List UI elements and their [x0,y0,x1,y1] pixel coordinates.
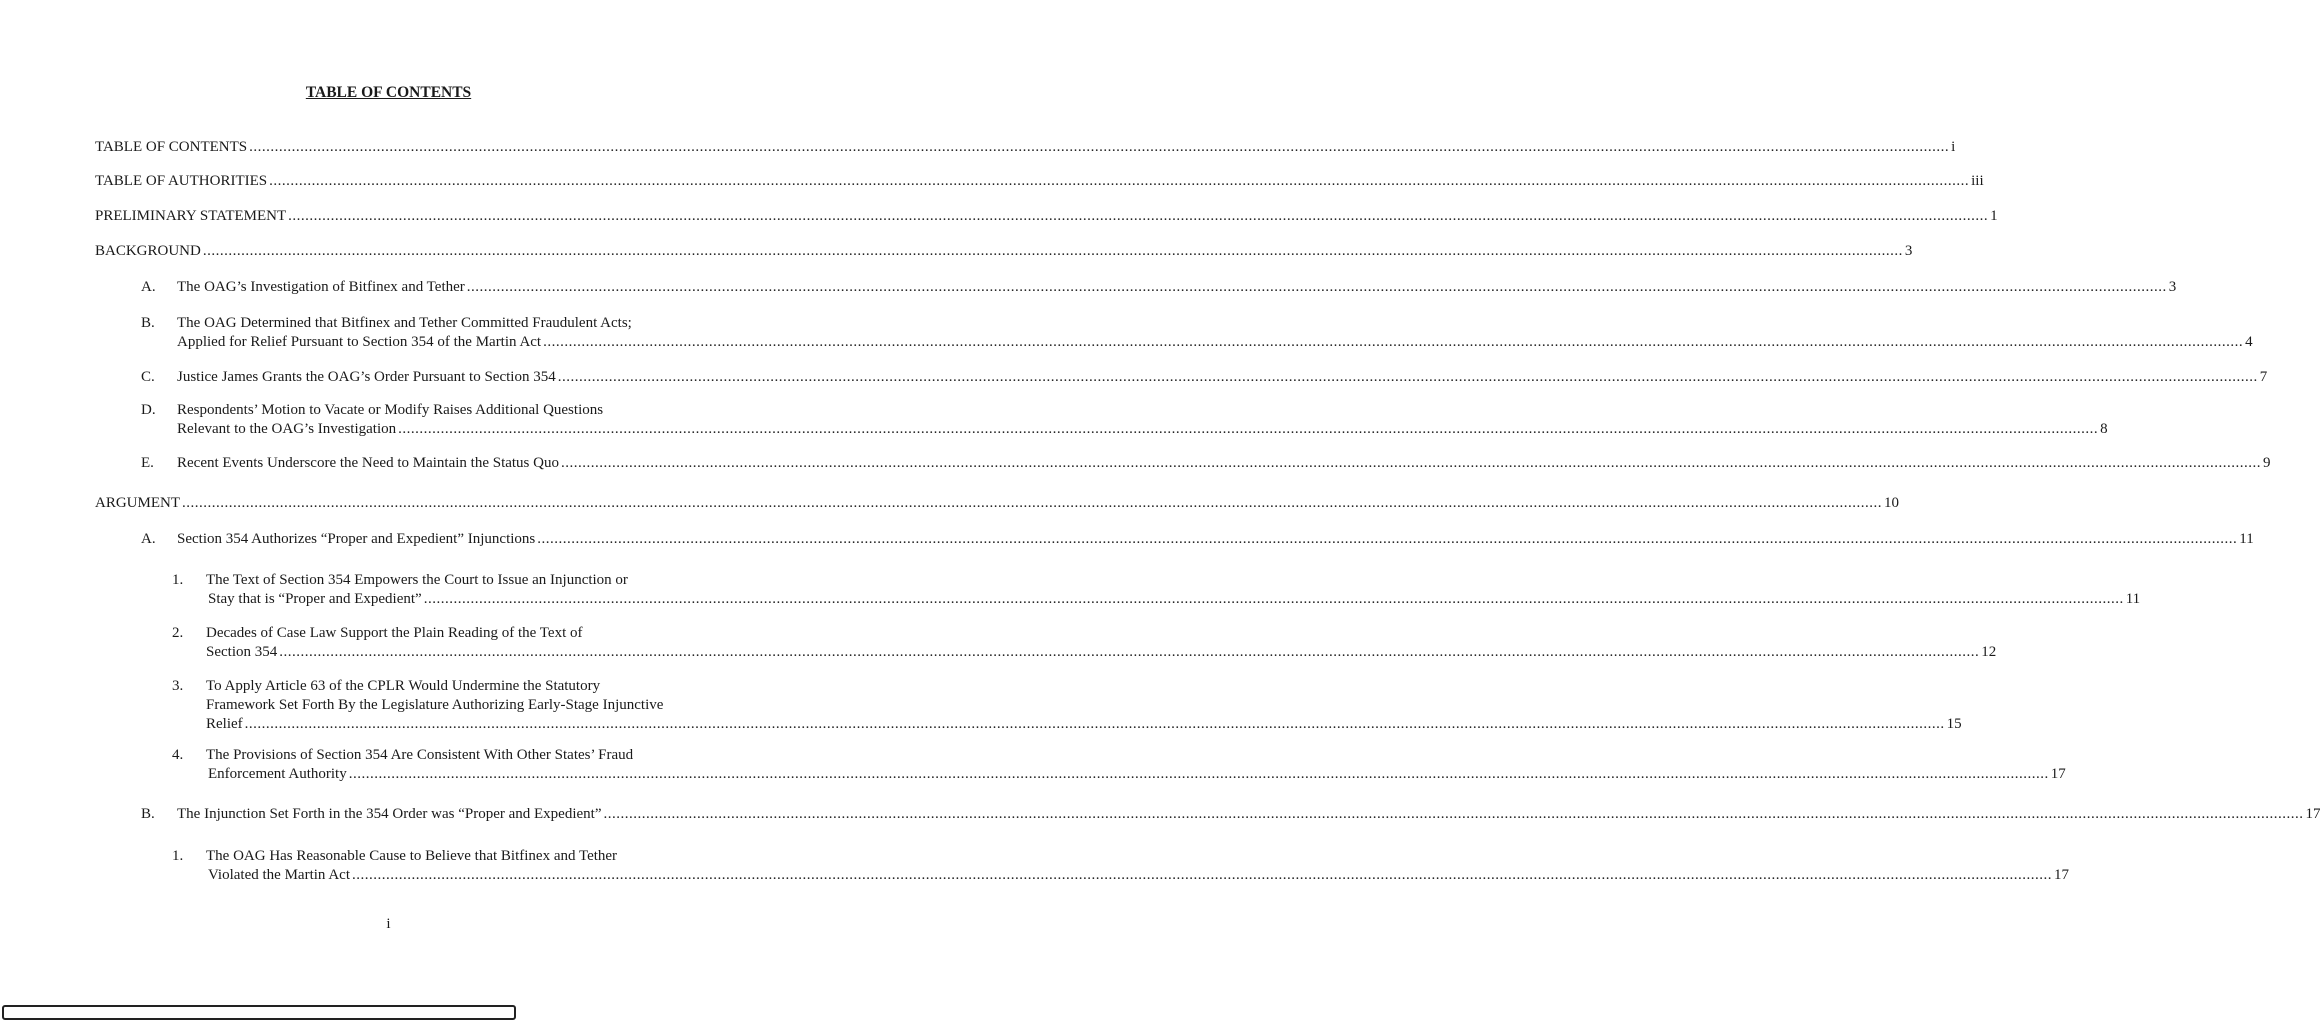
toc-entry-title: Justice James Grants the OAG’s Order Pursuant to Section 354 [177,369,556,385]
dot-leader: ................................................................................................................................................................................................................................................................................................................................................................................................................ [603,806,2304,822]
toc-page-number: 7 [2259,369,2268,385]
dot-leader: ................................................................................................................................................................................................................................................................................................................................................................................................................ [348,766,2049,782]
toc-entry-title: To Apply Article 63 of the CPLR Would Undermine the Statutory [206,678,601,694]
toc-entry [177,368,2268,387]
toc-entry-title: ARGUMENT [95,495,180,511]
toc-page-number: 11 [2239,531,2254,547]
toc-entry [177,530,2254,549]
toc-entry-title: Framework Set Forth By the Legislature Authorizing Early-Stage Injunctive [206,697,664,713]
toc-page-number: 9 [2262,455,2271,471]
toc-entry [95,494,1899,513]
dot-leader: ................................................................................................................................................................................................................................................................................................................................................................................................................ [269,173,1970,189]
page-title: TABLE OF CONTENTS [305,84,472,101]
toc-entry [95,207,1998,226]
toc-entry [95,172,1984,191]
toc-entry [206,847,2069,885]
toc-page-number: iii [1971,173,1984,189]
toc-entry-label: E. [141,455,154,471]
toc-entry-title: The OAG’s Investigation of Bitfinex and Tether [177,279,465,295]
dot-leader: ................................................................................................................................................................................................................................................................................................................................................................................................................ [557,369,2258,385]
dot-leader: ................................................................................................................................................................................................................................................................................................................................................................................................................ [202,243,1903,259]
toc-entry-title: The Text of Section 354 Empowers the Court to Issue an Injunction or [206,572,628,588]
toc-entry-title: Stay that is “Proper and Expedient” [208,591,422,607]
dot-leader: ................................................................................................................................................................................................................................................................................................................................................................................................................ [423,591,2124,607]
toc-entry-title: The Injunction Set Forth in the 354 Order was “Proper and Expedient” [177,806,602,822]
toc-entry-title: The OAG Has Reasonable Cause to Believe that Bitfinex and Tether [206,848,618,864]
dot-leader: ................................................................................................................................................................................................................................................................................................................................................................................................................ [279,644,1980,660]
toc-entry [206,746,2066,784]
toc-entry-title: TABLE OF AUTHORITIES [95,173,268,189]
toc-entry-title: Enforcement Authority [208,766,347,782]
toc-entry-title: BACKGROUND [95,243,201,259]
toc-page-number: i [1951,139,1956,155]
toc-page-number: 4 [2245,334,2253,350]
toc-entry [206,571,2141,609]
toc-entry-title: Relevant to the OAG’s Investigation [177,421,397,437]
toc-entry-label: A. [141,531,156,547]
toc-entry [177,401,2108,439]
toc-page-number: 15 [1946,716,1962,732]
toc-entry [177,314,2253,352]
toc-entry-title: Recent Events Underscore the Need to Maintain the Status Quo [177,455,559,471]
toc-entry-label: 3. [172,678,184,694]
toc-page-number: 8 [2100,421,2108,437]
toc-entry-title: Respondents’ Motion to Vacate or Modify Raises Additional Questions [177,402,604,418]
toc-page-number: 17 [2053,867,2069,883]
dot-leader: ................................................................................................................................................................................................................................................................................................................................................................................................................ [351,867,2052,883]
dot-leader: ................................................................................................................................................................................................................................................................................................................................................................................................................ [537,531,2238,547]
toc-page-number: 3 [1904,243,1913,259]
toc-entry [95,138,1956,157]
toc-entry-label: 4. [172,747,184,763]
toc-entry-label: D. [141,402,156,418]
toc-entry [177,805,2320,824]
toc-entry-label: B. [141,315,155,331]
dot-leader: ................................................................................................................................................................................................................................................................................................................................................................................................................ [244,716,1945,732]
toc-entry-title: Relief [206,716,243,732]
horizontal-scrollbar[interactable] [2,1005,516,1020]
toc-entry-title: TABLE OF CONTENTS [95,139,248,155]
toc-entry-label: 1. [172,848,184,864]
toc-page-number: 17 [2305,806,2320,822]
toc-entry [206,624,1997,662]
toc-entry-title: Section 354 [206,644,278,660]
toc-entry-label: A. [141,279,156,295]
toc-page-number: 1 [1990,208,1998,224]
toc-entry [95,242,1913,261]
toc-page-number: 11 [2125,591,2141,607]
toc-page-number: 3 [2168,279,2177,295]
toc-entry [206,677,1962,734]
toc-entry [177,278,2177,297]
toc-entry-title: Violated the Martin Act [208,867,350,883]
toc-page-number: 10 [1884,495,1899,511]
toc-page-number: 17 [2050,766,2066,782]
dot-leader: ................................................................................................................................................................................................................................................................................................................................................................................................................ [398,421,2099,437]
dot-leader: ................................................................................................................................................................................................................................................................................................................................................................................................................ [560,455,2261,471]
toc-entry-title: Section 354 Authorizes “Proper and Expedient” Injunctions [177,531,536,547]
toc-entry-label: C. [141,369,155,385]
toc-entry [177,454,2271,473]
toc-entry-title: Decades of Case Law Support the Plain Reading of the Text of [206,625,583,641]
toc-entry-label: 1. [172,572,184,588]
dot-leader: ................................................................................................................................................................................................................................................................................................................................................................................................................ [466,279,2167,295]
toc-entry-label: 2. [172,625,184,641]
dot-leader: ................................................................................................................................................................................................................................................................................................................................................................................................................ [182,495,1882,511]
toc-entry-title: PRELIMINARY STATEMENT [95,208,287,224]
page-number: i [386,916,391,932]
toc-entry-label: B. [141,806,155,822]
toc-entry-title: Applied for Relief Pursuant to Section 354 of the Martin Act [177,334,542,350]
toc-page-number: 12 [1981,644,1997,660]
toc-entry-title: The Provisions of Section 354 Are Consistent With Other States’ Fraud [206,747,634,763]
toc-entry-title: The OAG Determined that Bitfinex and Tether Committed Fraudulent Acts; [177,315,632,331]
dot-leader: ................................................................................................................................................................................................................................................................................................................................................................................................................ [543,334,2244,350]
dot-leader: ................................................................................................................................................................................................................................................................................................................................................................................................................ [288,208,1989,224]
dot-leader: ................................................................................................................................................................................................................................................................................................................................................................................................................ [249,139,1950,155]
